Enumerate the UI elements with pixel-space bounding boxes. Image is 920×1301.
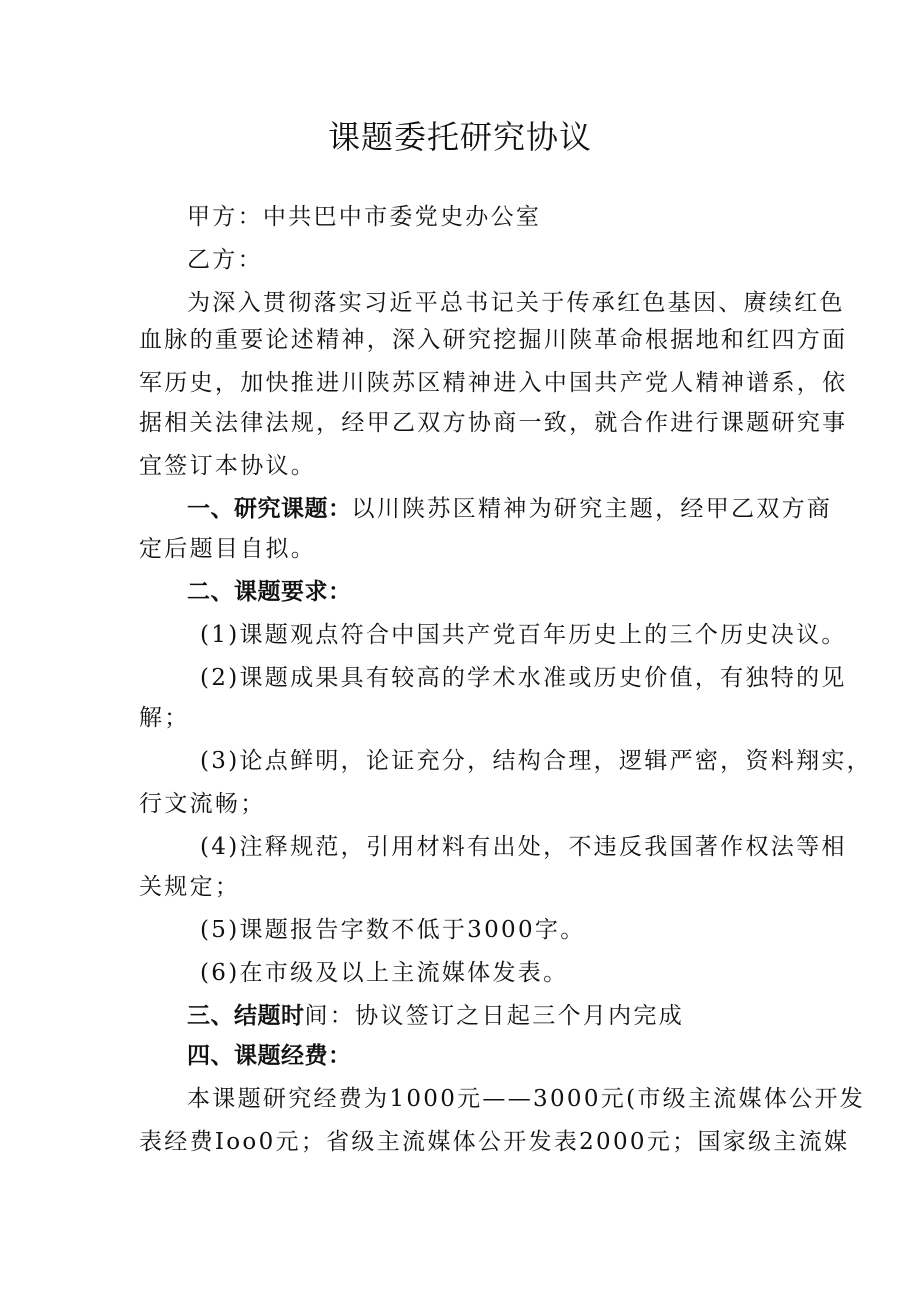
section-3-line [187, 1001, 837, 1031]
requirement-6: (6)在市级及以上主流媒体发表。 [200, 960, 569, 986]
section-3-text: 间：协议签订之日起三个月内完成 [304, 1003, 684, 1029]
party-b-line: 乙方： [187, 247, 263, 273]
section-1-line-1 [187, 494, 837, 524]
section-1-text: 以川陕苏区精神为研究主题，经甲乙双方商 [351, 496, 833, 522]
requirement-3-line-1: (3)论点鲜明，论证充分，结构合理，逻辑严密，资料翔实， [200, 748, 872, 774]
party-a-line: 甲方：中共巴中市委党史办公室 [187, 204, 542, 230]
section-4-line-1: 本课题研究经费为1000元——3000元(市级主流媒体公开发 [187, 1086, 866, 1112]
intro-line-2: 血脉的重要论述精神，深入研究挖掘川陕革命根据地和红四方面 [139, 327, 848, 353]
requirement-1: (1)课题观点符合中国共产党百年历史上的三个历史决议。 [200, 622, 847, 648]
intro-line-3: 军历史，加快推进川陕苏区精神进入中国共产党人精神谱系，依 [139, 370, 848, 396]
requirement-2-line-1: (2)课题成果具有较高的学术水准或历史价值，有独特的见 [200, 665, 847, 691]
section-4-heading: 四、课题经费： [187, 1043, 352, 1069]
intro-line-1: 为深入贯彻落实习近平总书记关于传承红色基因、赓续红色 [187, 290, 845, 316]
intro-line-4: 据相关法律法规，经甲乙双方协商一致，就合作进行课题研究事 [139, 410, 848, 436]
section-3-heading: 三、结题时 [187, 1003, 305, 1029]
section-1-heading: 一、研究课题： [187, 496, 352, 522]
intro-line-5: 宜签订本协议。 [139, 453, 317, 479]
document-title: 课题委托研究协议 [327, 118, 592, 156]
requirement-3-line-2: 行文流畅； [139, 791, 266, 817]
section-4-line-2: 表经费Ioo0元；省级主流媒体公开发表2000元；国家级主流媒 [139, 1129, 850, 1155]
requirement-2-line-2: 解； [139, 705, 190, 731]
requirement-5: (5)课题报告字数不低于3000字。 [200, 917, 586, 943]
section-1-line-2: 定后题目自拟。 [139, 536, 317, 562]
section-2-heading: 二、课题要求： [187, 579, 352, 605]
requirement-4-line-2: 关规定； [139, 874, 241, 900]
requirement-4-line-1: (4)注释规范，引用材料有出处，不违反我国著作权法等相 [200, 834, 847, 860]
